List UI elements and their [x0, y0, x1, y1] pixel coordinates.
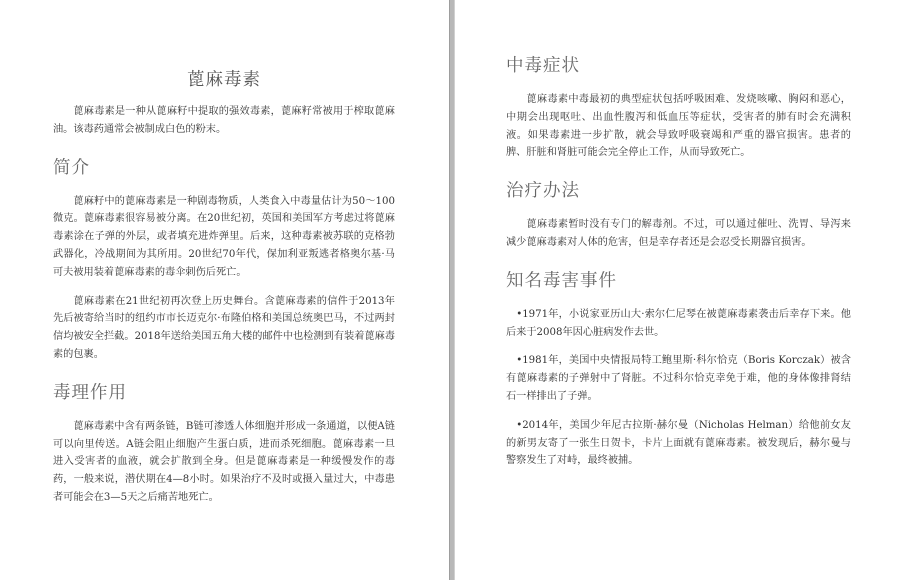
- incident-item: •2014年，美国少年尼古拉斯·赫尔曼（Nicholas Helman）给他前女友的新男友寄了一张生日贺卡，卡片上面就有蓖麻毒素。被发现后，赫尔曼与警察发生了对峙，最终被捕。: [506, 419, 851, 467]
- page-right: [455, 0, 900, 580]
- incident-item: •1971年，小说家亚历山大·索尔仁尼琴在被蓖麻毒素袭击后幸存下来。他后来于2008年因心脏病发作去世。: [506, 308, 851, 338]
- treatment-paragraph: 蓖麻毒素暂时没有专门的解毒剂。不过，可以通过催吐、洗胃、导泻来减少蓖麻毒素对人体的危害，但是幸存者还是会忍受长期器官损害。: [506, 219, 851, 248]
- page-right-content: [506, 52, 851, 481]
- page-left-content: [53, 66, 395, 518]
- page-left: [0, 0, 449, 580]
- intro-paragraph: 蓖麻毒素是一种从蓖麻籽中提取的强效毒素，蓖麻籽常被用于榨取蓖麻油。该毒药通常会被制成白色的粉末。: [53, 106, 395, 135]
- overview-paragraph-1: 蓖麻籽中的蓖麻毒素是一种剧毒物质，人类食入中毒量估计为50～100微克。蓖麻毒素很容易被分离。在20世纪初，英国和美国军方考虑过将蓖麻毒素涂在子弹的外层，或者填充进炸弹里。后来，这种毒素被苏联的克格勃武器化，冷战期间为其所用。20世纪70年代，保加利亚叛逃者格奥尔基·马可夫被用装着蓖麻毒素的毒伞刺伤后死亡。: [53, 195, 395, 278]
- section-heading-overview: 简介: [53, 157, 90, 178]
- incident-item: •1981年，美国中央情报局特工鲍里斯·科尔恰克（Boris Korczak）被含有蓖麻毒素的子弹射中了肾脏。不过科尔恰克幸免于难，他的身体像排肾结石一样排出了子弹。: [506, 355, 851, 402]
- section-heading-treatment: 治疗办法: [506, 181, 580, 202]
- section-heading-incidents: 知名毒害事件: [506, 270, 617, 291]
- section-heading-toxicology: 毒理作用: [53, 382, 127, 403]
- overview-paragraph-2: 蓖麻毒素在21世纪初再次登上历史舞台。含蓖麻毒素的信件于2013年先后被寄给当时的纽约市市长迈克尔·布隆伯格和美国总统奥巴马，不过两封信均被安全拦截。2018年送给美国五角大楼的邮件中也检测到有装着蓖麻毒素的包裹。: [53, 295, 395, 360]
- symptoms-paragraph: 蓖麻毒素中毒最初的典型症状包括呼吸困难、发烧咳嗽、胸闷和恶心，中期会出现呕吐、出血性腹泻和低血压等症状，受害者的肺有时会充满积液。如果毒素进一步扩散，就会导致呼吸衰竭和严重的器官损害。患者的脾、肝脏和肾脏可能会完全停止工作，从而导致死亡。: [506, 94, 851, 159]
- toxicology-paragraph: 蓖麻毒素中含有两条链，B链可渗透人体细胞并形成一条通道，以便A链可以向里传送。A链会阻止细胞产生蛋白质，进而杀死细胞。蓖麻毒素一旦进入受害者的血液，就会扩散到全身。但是蓖麻毒素是一种缓慢发作的毒药，一般来说，潜伏期在4—8小时。如果治疗不及时或摄入量过大，中毒患者可能会在3—5天之后痛苦地死亡。: [53, 420, 395, 503]
- section-heading-symptoms: 中毒症状: [506, 56, 580, 76]
- document-title: 蓖麻毒素: [187, 70, 261, 90]
